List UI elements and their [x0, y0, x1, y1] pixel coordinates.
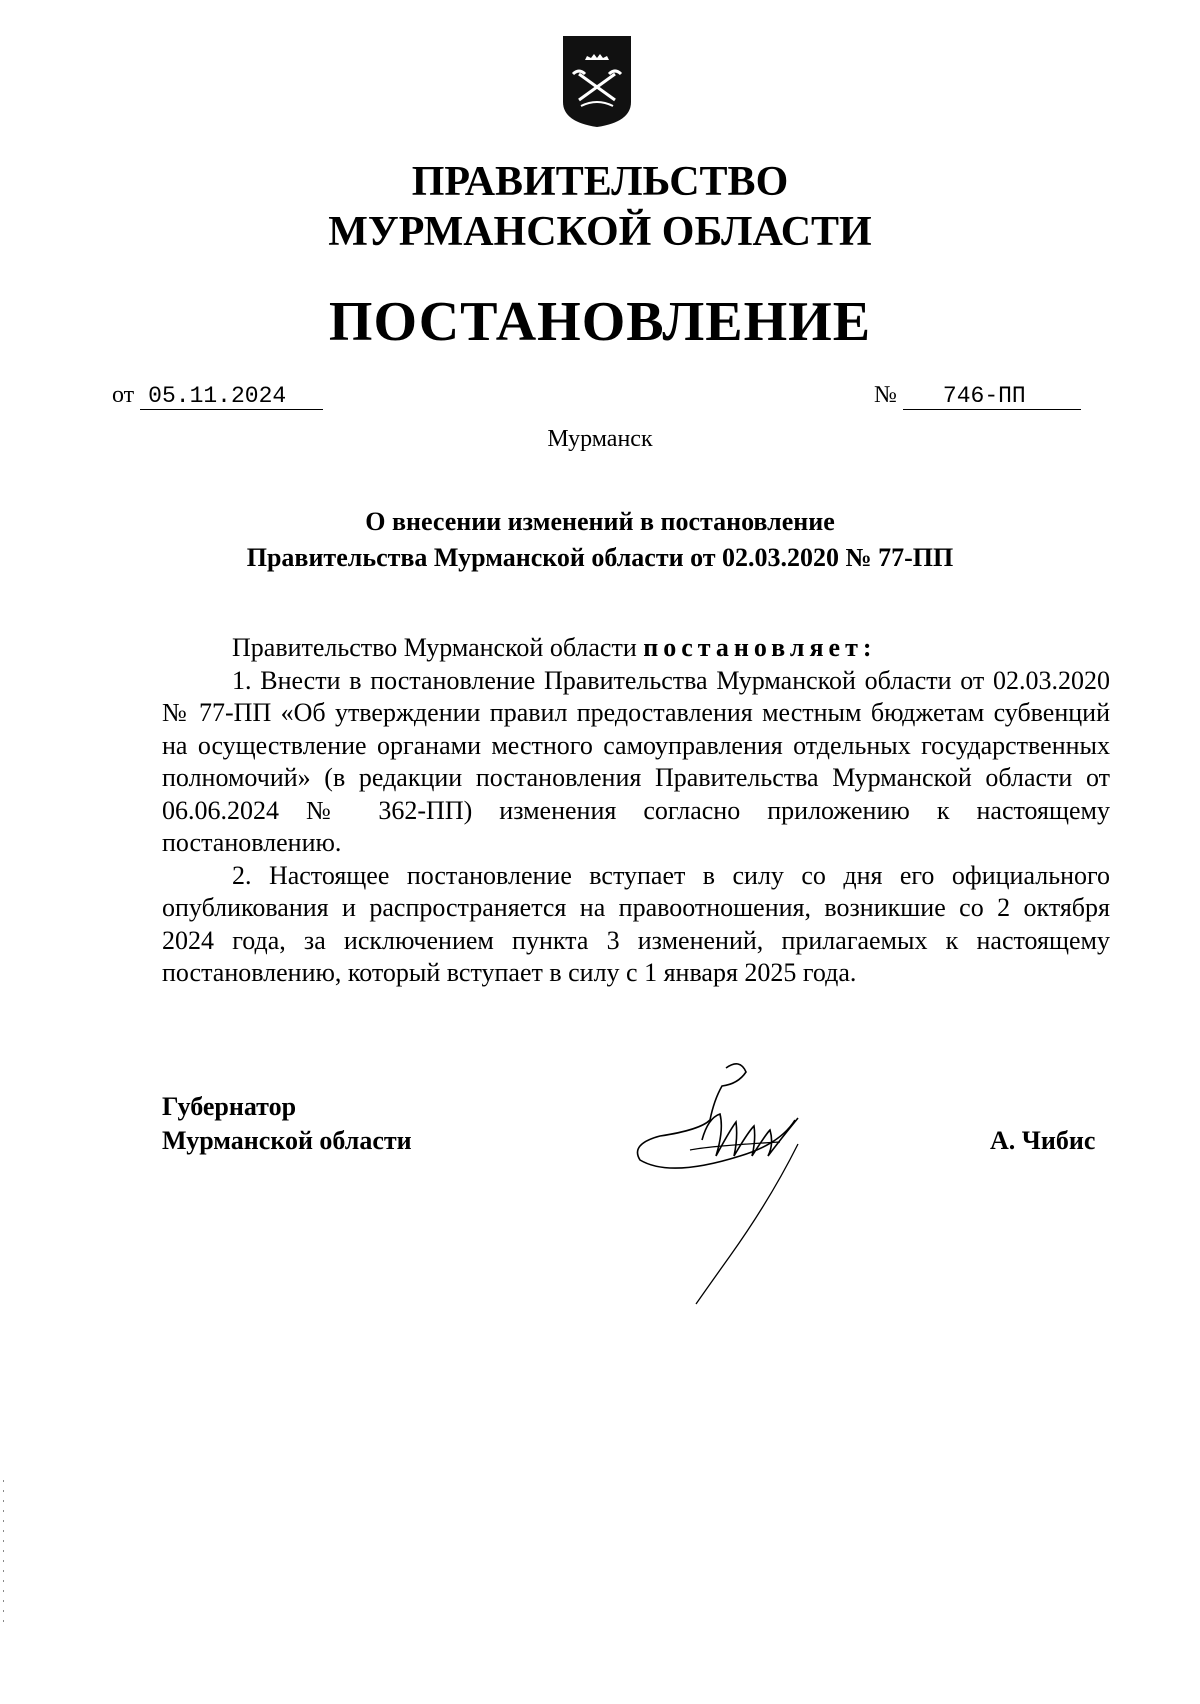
item-1-paragraph: 1. Внести в постановление Правительства Мурманской области от 02.03.2020 № 77-ПП «Об утверждении правил предоставления местным бюджетам субвенций на осуществление органами местного самоуправления отдельных государственных полномочий» (в редакции постановления Правительства Мурманской области от 06.06.2024 № 362-ПП) изменения согласно приложению к настоящему постановлению. — [162, 665, 1110, 857]
intro-text: Правительство Мурманской области — [232, 633, 637, 662]
document-city: Мурманск — [547, 426, 653, 452]
intro-verb: постановляет: — [643, 633, 877, 662]
signatory-name: А. Чибис — [990, 1126, 1096, 1155]
signatory-title-line1: Губернатор — [162, 1092, 297, 1121]
org-name-line1: ПРАВИТЕЛЬСТВО — [411, 159, 789, 205]
signatory-title-line2: Мурманской области — [162, 1126, 412, 1155]
murmansk-coat-of-arms-icon — [557, 30, 637, 130]
scan-edge-marks — [2, 1480, 5, 1630]
document-number — [874, 380, 1081, 410]
signatory-title — [162, 1090, 412, 1158]
handwritten-signature — [630, 1060, 870, 1310]
number-value: 746-ПП — [903, 383, 1081, 410]
intro-paragraph — [162, 632, 1110, 665]
subject-line1: О внесении изменений в постановление — [365, 507, 835, 536]
date-prefix: от — [112, 382, 135, 408]
document-date — [112, 380, 323, 410]
subject-line2: Правительства Мурманской области от 02.03.2020 № 77-ПП — [246, 543, 954, 572]
document-type-title: ПОСТАНОВЛЕНИЕ — [328, 291, 872, 353]
number-prefix: № — [874, 382, 897, 408]
org-name-line2: МУРМАНСКОЙ ОБЛАСТИ — [328, 209, 872, 255]
document-subject — [0, 504, 1200, 576]
document-body — [162, 632, 1110, 990]
item-2-paragraph: 2. Настоящее постановление вступает в силу со дня его официального опубликования и распространяется на правоотношения, возникшие со 2 октября 2024 года, за исключением пункта 3 изменений, прилагаемых к настоящему постановлению, который вступает в силу с 1 января 2025 года. — [162, 860, 1110, 987]
date-value: 05.11.2024 — [140, 383, 323, 410]
